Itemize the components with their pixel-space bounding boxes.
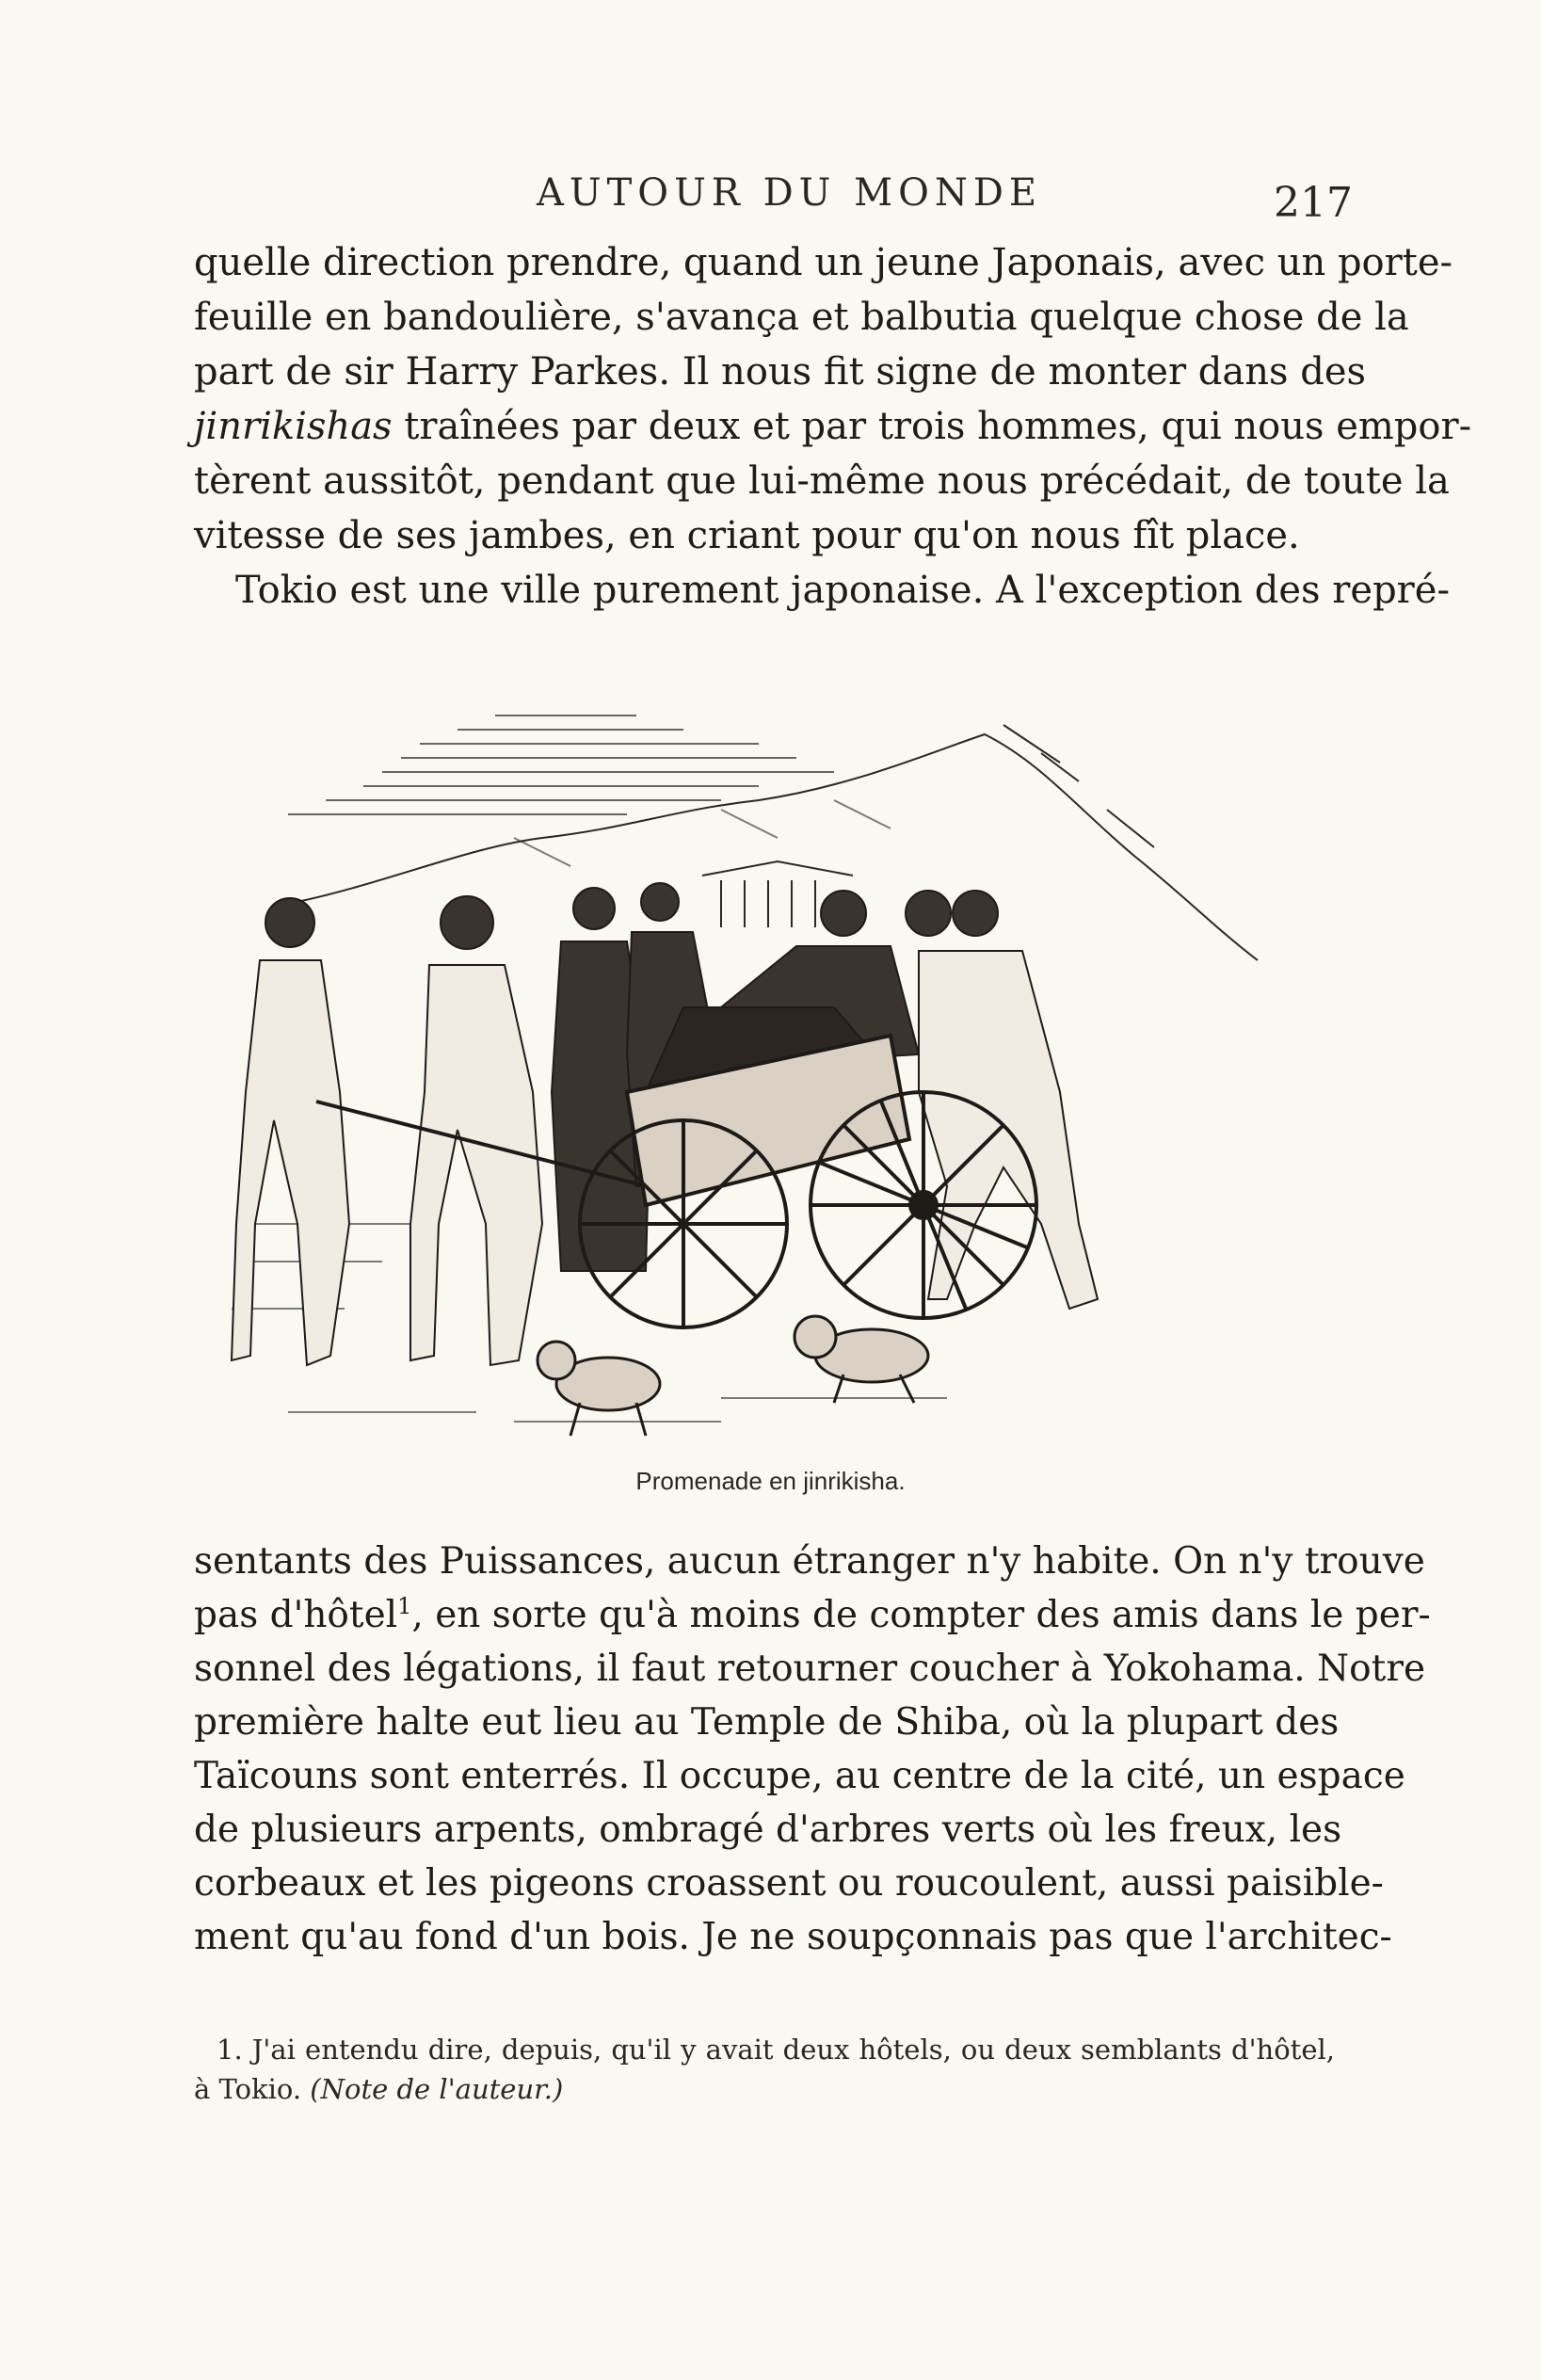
text-line: sentants des Puissances, aucun étranger n'y habite. On n'y trouve (194, 1540, 1425, 1583)
text-line-with-italic (194, 399, 1472, 454)
bottom-paragraph (194, 1535, 1431, 1964)
engraving-illustration (232, 697, 1286, 1450)
text-line: ment qu'au fond d'un bois. Je ne soupçonnais pas que l'architec- (194, 1916, 1392, 1958)
text-fragment: , en sorte qu'à moins de compter des amis dans le per- (411, 1594, 1431, 1636)
footnote-mark: 1 (397, 1593, 412, 1619)
text-fragment: pas d'hôtel (194, 1594, 398, 1636)
page-number: 217 (1274, 179, 1353, 227)
wheel-right (811, 1092, 1036, 1318)
dogs (538, 1316, 928, 1436)
mountains (288, 725, 1258, 960)
figure-caption: Promenade en jinrikisha. (635, 1467, 906, 1495)
text-line: première halte eut lieu au Temple de Shiba, où la plupart des (194, 1701, 1340, 1744)
footnote-line: 1. J'ai entendu dire, depuis, qu'il y avait deux hôtels, ou deux semblants d'hôtel, (217, 2034, 1335, 2066)
footnotes (194, 2030, 1335, 2109)
runner-rear (906, 891, 1098, 1309)
text-line: Tokio est une ville purement japonaise. A l'exception des repré- (235, 569, 1450, 612)
text-line: sonnel des légations, il faut retourner coucher à Yokohama. Notre (194, 1648, 1426, 1690)
text-line: feuille en bandoulière, s'avança et balbutia quelque chose de la (194, 296, 1409, 339)
running-head: AUTOUR DU MONDE (537, 171, 1043, 215)
runner-front (232, 898, 349, 1365)
italic-word: jinrikishas (194, 405, 393, 448)
text-line: quelle direction prendre, quand un jeune Japonais, avec un porte- (194, 241, 1453, 284)
text-line: tèrent aussitôt, pendant que lui-même nous précédait, de toute la (194, 459, 1450, 503)
wheel-left (580, 1120, 787, 1327)
text-line: de plusieurs arpents, ombragé d'arbres verts où les freux, les (194, 1809, 1342, 1851)
footnote-line (194, 2069, 1335, 2109)
author-note: (Note de l'auteur.) (310, 2073, 564, 2105)
text-fragment: traînées par deux et par trois hommes, qui nous empor- (404, 405, 1472, 448)
text-line: corbeaux et les pigeons croassent ou roucoulent, aussi paisible- (194, 1862, 1384, 1905)
text-line: Taïcouns sont enterrés. Il occupe, au centre de la cité, un espace (194, 1755, 1405, 1797)
top-paragraph (194, 235, 1472, 618)
text-line: part de sir Harry Parkes. Il nous fit signe de monter dans des (194, 350, 1367, 394)
text-fragment: à Tokio. (194, 2073, 302, 2105)
text-line: vitesse de ses jambes, en criant pour qu'on nous fît place. (194, 514, 1300, 557)
sky-hatching (288, 716, 834, 814)
dog-right (795, 1316, 928, 1403)
text-line-with-footnote-mark (194, 1588, 1431, 1642)
